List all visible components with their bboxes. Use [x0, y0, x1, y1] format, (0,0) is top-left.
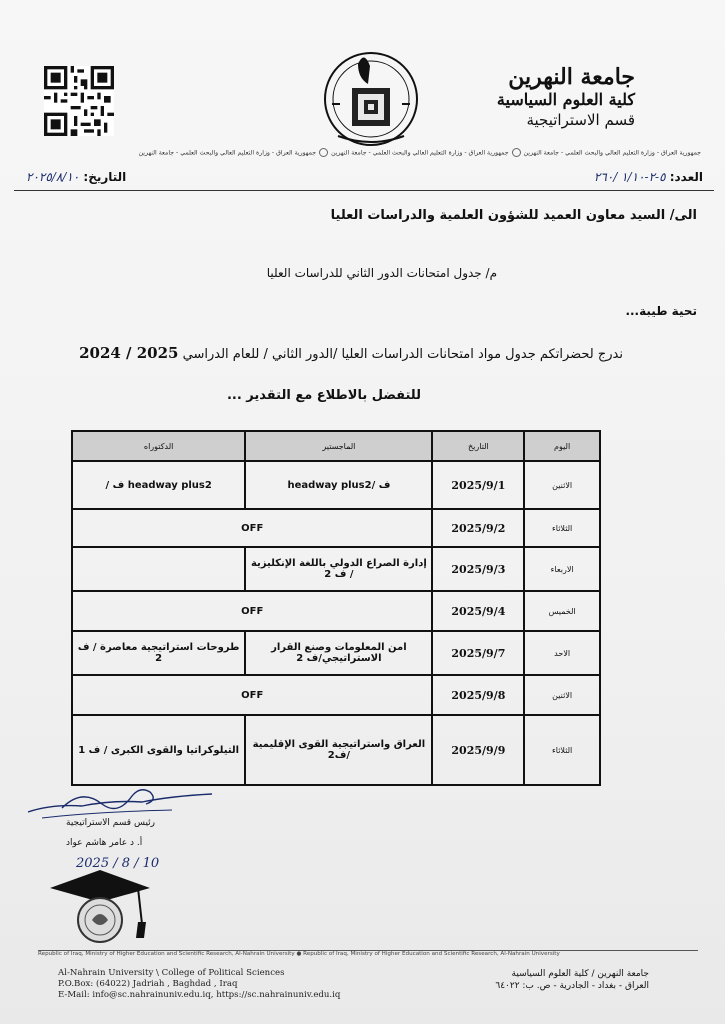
university-name: جامعة النهرين	[508, 64, 635, 90]
ministry-strip-text: جمهورية العراق - وزارة التعليم العالي والبحث العلمي - جامعة النهرين	[523, 149, 701, 157]
reference-date	[26, 170, 126, 184]
row-day: الثلاثاء	[524, 715, 600, 785]
header-date: التاريخ	[432, 431, 524, 461]
body-closing: للتفضل بالاطلاع مع التقدير ...	[226, 388, 421, 403]
row-day: الاحد	[524, 631, 600, 675]
table-row	[72, 631, 600, 675]
ministry-strip-text-2: جمهورية العراق - وزارة التعليم العالي والبحث العلمي - جامعة النهرين	[331, 149, 509, 157]
signatory-title: رئيس قسم الاستراتيجية	[66, 818, 156, 828]
row-masters: ف /headway plus2	[245, 461, 432, 509]
header-day: اليوم	[524, 431, 600, 461]
footer-arabic	[495, 968, 649, 992]
department-name: قسم الاستراتيجية	[526, 111, 635, 129]
table-row	[72, 461, 600, 509]
row-day: الثلاثاء	[524, 509, 600, 547]
row-day: الاثنين	[524, 461, 600, 509]
footer-strip-text: Republic of Iraq, Ministry of Higher Education and Scientific Research, Al-Nahrain University	[38, 951, 295, 957]
department-seal	[46, 862, 164, 946]
body-paragraph	[79, 344, 623, 362]
footer-ar-line2: العراق - بغداد - الجادرية - ص. ب: ٦٤٠٢٢	[495, 981, 649, 991]
addressee: الى/ السيد معاون العميد للشؤون العلمية والدراسات العليا	[330, 208, 697, 223]
table-row	[72, 675, 600, 715]
body-year: 2024 / 2025	[79, 344, 179, 362]
row-date: 2025/9/3	[432, 547, 524, 591]
emblem-icon	[512, 148, 521, 157]
row-phd: headway plus2 ف /	[72, 461, 245, 509]
date-label: التاريخ:	[83, 170, 127, 184]
signatory-name: أ. د عامر هاشم عواد	[66, 838, 143, 848]
row-off: OFF	[72, 591, 432, 631]
emblem-icon	[319, 148, 328, 157]
table-row	[72, 547, 600, 591]
row-date: 2025/9/7	[432, 631, 524, 675]
row-masters: امن المعلومات وصنع القرار الاستراتيجي/ف 2	[245, 631, 432, 675]
header-divider	[14, 190, 714, 191]
number-value: ٥-٢-١/١٠ /٢٦٠	[593, 170, 666, 184]
row-phd	[72, 547, 245, 591]
row-day: الخميس	[524, 591, 600, 631]
university-logo	[318, 44, 424, 150]
reference-number	[594, 170, 703, 184]
row-phd: التيلوكراتيا والقوى الكبرى / ف 1	[72, 715, 245, 785]
row-date: 2025/9/4	[432, 591, 524, 631]
date-value: ٢٠٢٥/٨/١٠	[26, 170, 80, 184]
row-off: OFF	[72, 509, 432, 547]
footer-en-line1: Al-Nahrain University \ College of Political Sciences	[58, 968, 285, 978]
row-masters: العراق واستراتيجية القوى الإقليمية /ف2	[245, 715, 432, 785]
college-name: كلية العلوم السياسية	[496, 90, 635, 109]
row-phd: طروحات استراتيجية معاصرة / ف 2	[72, 631, 245, 675]
signature-date: 2025 / 8 / 10	[76, 856, 160, 871]
row-day: الاربعاء	[524, 547, 600, 591]
qr-code	[44, 66, 114, 136]
footer-ar-line1: جامعة النهرين / كلية العلوم السياسية	[511, 969, 649, 979]
university-header	[497, 64, 635, 130]
footer-en-line3: E-Mail: info@sc.nahrainuniv.edu.iq, https://sc.nahrainuniv.edu.iq	[58, 990, 341, 1000]
row-date: 2025/9/8	[432, 675, 524, 715]
footer-english	[58, 968, 340, 1001]
greeting: تحية طيبة...	[625, 304, 697, 318]
row-date: 2025/9/2	[432, 509, 524, 547]
row-date: 2025/9/1	[432, 461, 524, 509]
table-row	[72, 715, 600, 785]
footer-strip: Republic of Iraq, Ministry of Higher Education and Scientific Research, Al-Nahrain University ● Republic of Iraq, Ministry of Higher Education and Scientific Research, Al-Nahrain University	[38, 951, 560, 957]
row-date: 2025/9/9	[432, 715, 524, 785]
footer-strip-text-2: Republic of Iraq, Ministry of Higher Education and Scientific Research, Al-Nahrain University	[303, 951, 560, 957]
number-label: العدد:	[669, 170, 703, 184]
body-text: ندرج لحضراتكم جدول مواد امتحانات الدراسات العليا /الدور الثاني / للعام الدراسي	[182, 347, 623, 362]
row-day: الاثنين	[524, 675, 600, 715]
header-masters: الماجستير	[245, 431, 432, 461]
ministry-strip	[36, 148, 701, 157]
exam-schedule-table	[71, 430, 601, 786]
header-phd: الدكتوراه	[72, 431, 245, 461]
table-row	[72, 591, 600, 631]
table-header-row	[72, 431, 600, 461]
footer-en-line2: P.O.Box: (64022) Jadriah , Baghdad , Iraq	[58, 979, 238, 989]
ministry-strip-text-3: جمهورية العراق - وزارة التعليم العالي والبحث العلمي - جامعة النهرين	[138, 149, 317, 157]
subject: م/ جدول امتحانات الدور الثاني للدراسات العليا	[266, 266, 497, 280]
row-off: OFF	[72, 675, 432, 715]
table-row	[72, 509, 600, 547]
row-masters: إدارة الصراع الدولي باللغة الإنكليزية / ف 2	[245, 547, 432, 591]
